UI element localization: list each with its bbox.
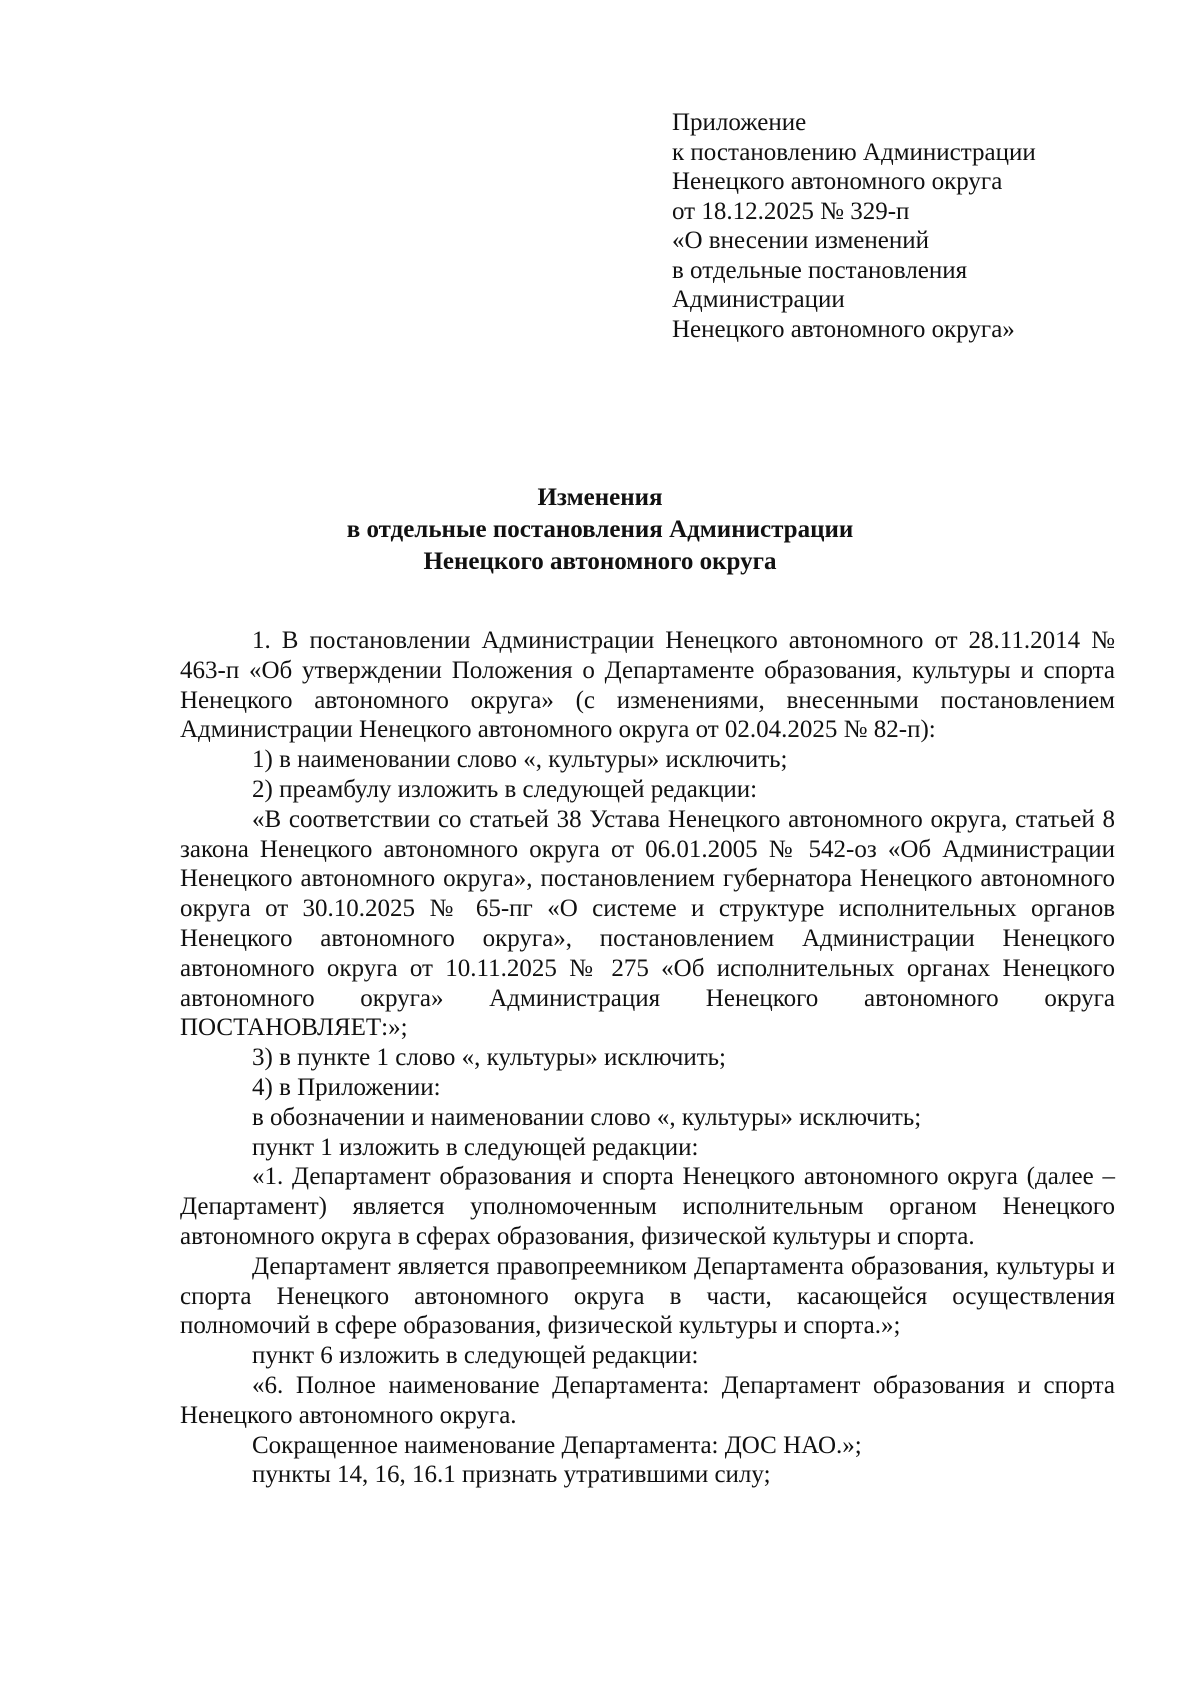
appendix-line: «О внесении изменений — [672, 227, 930, 254]
appendix-line: к постановлению Администрации — [672, 138, 1036, 166]
paragraph: пункт 1 изложить в следующей редакции: — [252, 1133, 699, 1161]
title-line: Ненецкого автономного округа — [423, 548, 777, 575]
title-line: Изменения — [537, 484, 663, 511]
paragraph: в обозначении и наименовании слово «, культуры» исключить; — [252, 1103, 922, 1131]
paragraph: 1) в наименовании слово «, культуры» исключить; — [252, 746, 788, 774]
appendix-line: Приложение — [672, 109, 807, 136]
paragraph: 1. В постановлении Администрации Ненецкого автономного от 28.11.2014 № 463-п «Об утверждении Положения о Департаменте образования, культуры и спорта Ненецкого автономного округа» (с изменениями, внесенными постановлением Администрации Ненецкого автономного округа от 02.04.2025 № 82-п): — [180, 627, 1115, 744]
appendix-block — [672, 108, 1112, 344]
paragraph: пункт 6 изложить в следующей редакции: — [252, 1342, 699, 1370]
title-line: в отдельные постановления Администрации — [346, 516, 854, 543]
document-body — [180, 626, 1115, 1490]
appendix-line: Ненецкого автономного округа — [672, 168, 1003, 195]
appendix-line: в отдельные постановления — [672, 256, 968, 284]
paragraph: 2) преамбулу изложить в следующей редакции: — [252, 775, 758, 803]
paragraph: «1. Департамент образования и спорта Ненецкого автономного округа (далее – Департамент) является уполномоченным исполнительным органом Ненецкого автономного округа в сферах образования, физической культуры и спорта. — [180, 1163, 1115, 1250]
document-title — [0, 482, 1200, 578]
appendix-line: Ненецкого автономного округа» — [672, 315, 1015, 343]
paragraph: пункты 14, 16, 16.1 признать утратившими силу; — [252, 1461, 771, 1489]
paragraph: «В соответствии со статьей 38 Устава Ненецкого автономного округа, статьей 8 закона Ненецкого автономного округа от 06.01.2005 № 542-оз «Об Администрации Ненецкого автономного округа», постановлением губернатора Ненецкого автономного округа от 30.10.2025 № 65-пг «О системе и структуре исполнительных органов Ненецкого автономного округа», постановлением Администрации Ненецкого автономного округа от 10.11.2025 № 275 «Об исполнительных органах Ненецкого автономного округа» Администрация Ненецкого автономного округа ПОСТАНОВЛЯЕТ:»; — [180, 805, 1115, 1042]
appendix-line: Администрации — [672, 286, 845, 313]
paragraph: «6. Полное наименование Департамента: Департамент образования и спорта Ненецкого автономного округа. — [180, 1371, 1115, 1429]
paragraph: Сокращенное наименование Департамента: ДОС НАО.»; — [252, 1431, 862, 1459]
paragraph: 3) в пункте 1 слово «, культуры» исключить; — [252, 1044, 726, 1072]
paragraph: Департамент является правопреемником Департамента образования, культуры и спорта Ненецкого автономного округа в части, касающейся осуществления полномочий в сфере образования, физической культуры и спорта.»; — [180, 1252, 1115, 1340]
appendix-line: от 18.12.2025 № 329-п — [672, 197, 910, 225]
paragraph: 4) в Приложении: — [252, 1073, 441, 1101]
